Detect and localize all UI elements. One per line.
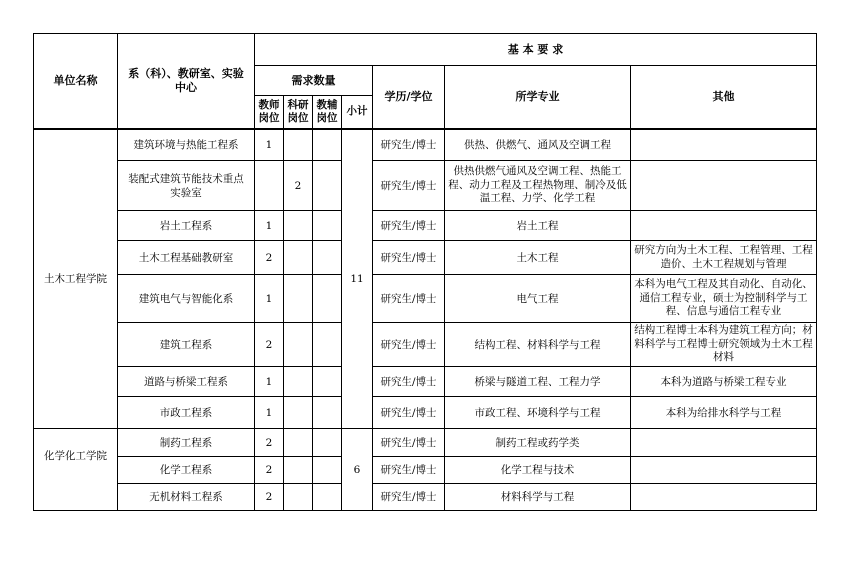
assist-count <box>313 429 342 457</box>
research-count <box>284 367 313 397</box>
research-count <box>284 397 313 429</box>
assist-count <box>313 484 342 511</box>
major-cell: 制药工程或药学类 <box>445 429 631 457</box>
research-count: 2 <box>284 161 313 211</box>
research-count <box>284 211 313 241</box>
dept-cell: 建筑电气与智能化系 <box>118 275 255 323</box>
header-dept: 系（科）、教研室、实验中心 <box>118 34 255 129</box>
major-cell: 岩土工程 <box>445 211 631 241</box>
teacher-count: 1 <box>255 397 284 429</box>
teacher-count: 2 <box>255 457 284 484</box>
teacher-count: 2 <box>255 241 284 275</box>
unit-cell: 化学化工学院 <box>34 429 118 511</box>
edu-cell: 研究生/博士 <box>373 323 445 367</box>
other-cell <box>631 129 817 161</box>
research-count <box>284 484 313 511</box>
dept-cell: 建筑环境与热能工程系 <box>118 129 255 161</box>
other-cell <box>631 211 817 241</box>
other-cell: 本科为电气工程及其自动化、自动化、通信工程专业，硕士为控制科学与工程、信息与通信工程专业 <box>631 275 817 323</box>
dept-cell: 无机材料工程系 <box>118 484 255 511</box>
major-cell: 电气工程 <box>445 275 631 323</box>
assist-count <box>313 129 342 161</box>
header-assist-post: 教辅岗位 <box>313 96 342 129</box>
major-cell: 土木工程 <box>445 241 631 275</box>
other-cell <box>631 161 817 211</box>
header-teacher-post: 教师岗位 <box>255 96 284 129</box>
edu-cell: 研究生/博士 <box>373 429 445 457</box>
edu-cell: 研究生/博士 <box>373 241 445 275</box>
teacher-count: 1 <box>255 211 284 241</box>
edu-cell: 研究生/博士 <box>373 275 445 323</box>
dept-cell: 建筑工程系 <box>118 323 255 367</box>
header-unit-name: 单位名称 <box>34 34 118 129</box>
recruitment-table <box>33 33 817 511</box>
assist-count <box>313 367 342 397</box>
other-cell: 本科为给排水科学与工程 <box>631 397 817 429</box>
other-cell <box>631 484 817 511</box>
major-cell: 化学工程与技术 <box>445 457 631 484</box>
header-education: 学历/学位 <box>373 66 445 129</box>
other-cell: 本科为道路与桥梁工程专业 <box>631 367 817 397</box>
header-subtotal: 小计 <box>342 96 373 129</box>
dept-cell: 装配式建筑节能技术重点实验室 <box>118 161 255 211</box>
dept-cell: 岩土工程系 <box>118 211 255 241</box>
major-cell: 市政工程、环境科学与工程 <box>445 397 631 429</box>
other-cell: 研究方向为土木工程、工程管理、工程造价、土木工程规划与管理 <box>631 241 817 275</box>
teacher-count: 2 <box>255 429 284 457</box>
edu-cell: 研究生/博士 <box>373 457 445 484</box>
other-cell <box>631 457 817 484</box>
assist-count <box>313 211 342 241</box>
other-cell <box>631 429 817 457</box>
subtotal-cell: 6 <box>342 429 373 511</box>
edu-cell: 研究生/博士 <box>373 397 445 429</box>
dept-cell: 市政工程系 <box>118 397 255 429</box>
teacher-count: 2 <box>255 323 284 367</box>
unit-cell: 土木工程学院 <box>34 129 118 429</box>
header-other: 其他 <box>631 66 817 129</box>
major-cell: 桥梁与隧道工程、工程力学 <box>445 367 631 397</box>
teacher-count: 2 <box>255 484 284 511</box>
header-research-post: 科研岗位 <box>284 96 313 129</box>
dept-cell: 道路与桥梁工程系 <box>118 367 255 397</box>
edu-cell: 研究生/博士 <box>373 129 445 161</box>
header-demand-quantity: 需求数量 <box>255 66 373 96</box>
major-cell: 供热供燃气通风及空调工程、热能工程、动力工程及工程热物理、制冷及低温工程、力学、化学工程 <box>445 161 631 211</box>
research-count <box>284 241 313 275</box>
assist-count <box>313 275 342 323</box>
edu-cell: 研究生/博士 <box>373 161 445 211</box>
edu-cell: 研究生/博士 <box>373 367 445 397</box>
research-count <box>284 129 313 161</box>
teacher-count <box>255 161 284 211</box>
dept-cell: 制药工程系 <box>118 429 255 457</box>
assist-count <box>313 241 342 275</box>
research-count <box>284 429 313 457</box>
major-cell: 材料科学与工程 <box>445 484 631 511</box>
teacher-count: 1 <box>255 367 284 397</box>
dept-cell: 土木工程基础教研室 <box>118 241 255 275</box>
assist-count <box>313 457 342 484</box>
assist-count <box>313 397 342 429</box>
dept-cell: 化学工程系 <box>118 457 255 484</box>
other-cell: 结构工程博士本科为建筑工程方向；材料科学与工程博士研究领域为土木工程材料 <box>631 323 817 367</box>
research-count <box>284 275 313 323</box>
research-count <box>284 323 313 367</box>
edu-cell: 研究生/博士 <box>373 484 445 511</box>
header-basic-requirements: 基 本 要 求 <box>255 34 817 66</box>
assist-count <box>313 161 342 211</box>
major-cell: 供热、供燃气、通风及空调工程 <box>445 129 631 161</box>
research-count <box>284 457 313 484</box>
assist-count <box>313 323 342 367</box>
header-major: 所学专业 <box>445 66 631 129</box>
subtotal-cell: 11 <box>342 129 373 429</box>
teacher-count: 1 <box>255 275 284 323</box>
teacher-count: 1 <box>255 129 284 161</box>
edu-cell: 研究生/博士 <box>373 211 445 241</box>
major-cell: 结构工程、材料科学与工程 <box>445 323 631 367</box>
